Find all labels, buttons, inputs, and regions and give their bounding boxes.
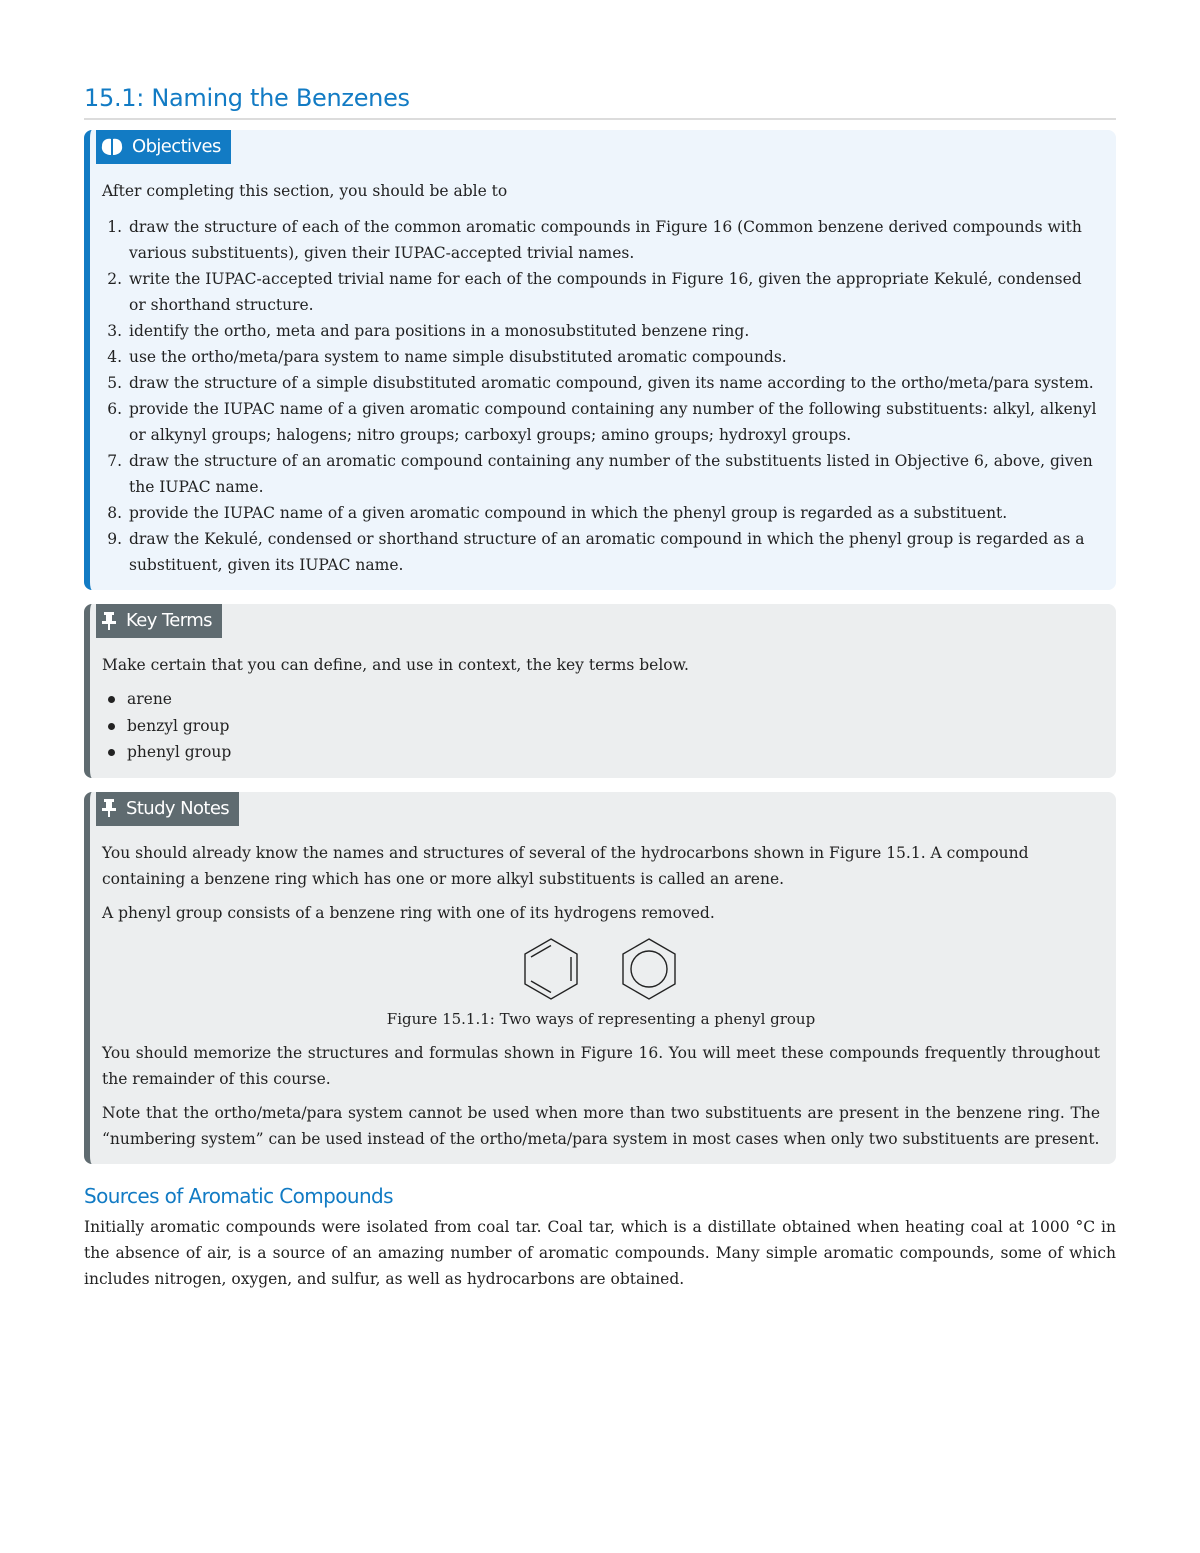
objective-item: 2. write the IUPAC-accepted trivial name for each of the compounds in Figure 16, given the appropriate Kekulé, condensed or shorthand structure. (127, 266, 1100, 318)
objective-item: 7. draw the structure of an aromatic compound containing any number of the substituents listed in Objective 6, above, given the IUPAC name. (127, 448, 1100, 500)
key-term-text: phenyl group (127, 743, 232, 761)
pushpin-icon (100, 611, 118, 631)
key-terms-tab (96, 604, 222, 638)
phenyl-figure (102, 936, 1100, 1030)
brain-icon (100, 137, 124, 157)
objective-item: 1. draw the structure of each of the common aromatic compounds in Figure 16 (Common benzene derived compounds with various substituents), given their IUPAC-accepted trivial names. (127, 214, 1100, 266)
key-terms-box (84, 604, 1116, 778)
objective-item: 3. identify the ortho, meta and para positions in a monosubstituted benzene ring. (127, 318, 1100, 344)
study-notes-paragraph-1: You should already know the names and structures of several of the hydrocarbons shown in Figure 15.1. A compound containing a benzene ring which has one or more alkyl substituents is called an arene. (102, 843, 1029, 888)
objective-item: 5. draw the structure of a simple disubstituted aromatic compound, given its name according to the ortho/meta/para system. (127, 370, 1100, 396)
study-notes-paragraph-2: A phenyl group consists of a benzene ring with one of its hydrogens removed. (102, 903, 715, 922)
phenyl-structures-image (511, 936, 691, 1002)
objective-item: 8. provide the IUPAC name of a given aromatic compound in which the phenyl group is regarded as a substituent. (127, 500, 1100, 526)
study-notes-tab (96, 792, 239, 826)
key-term-item (127, 713, 1100, 740)
section-heading: Sources of Aromatic Compounds (84, 1183, 393, 1208)
study-notes-paragraph-3: You should memorize the structures and formulas shown in Figure 16. You will meet these compounds frequently throughout the remainder of this course. (102, 1043, 1100, 1088)
key-term-text: benzyl group (127, 716, 230, 735)
objectives-tab (96, 130, 231, 164)
key-terms-tab-label: Key Terms (126, 610, 212, 631)
objectives-box (84, 130, 1116, 590)
figure-caption: Figure 15.1.1: Two ways of representing a phenyl group (386, 1009, 816, 1028)
kekule-phenyl-ring (525, 939, 577, 999)
circle-phenyl-ring (623, 939, 675, 999)
study-notes-tab-label: Study Notes (126, 797, 230, 819)
objective-item: 9. draw the Kekulé, condensed or shorthand structure of an aromatic compound in which the phenyl group is regarded as a substituent, given its IUPAC name. (127, 526, 1100, 578)
key-terms-intro: Make certain that you can define, and use in context, the key terms below. (102, 656, 689, 674)
key-term-item (127, 739, 1100, 766)
objectives-tab-label: Objectives (132, 136, 221, 157)
study-notes-box (84, 792, 1116, 1164)
sources-paragraph: Initially aromatic compounds were isolated from coal tar. Coal tar, which is a distillate obtained when heating coal at 1000 °C in the absence of air, is a source of an amazing number of aromatic compounds. Many simple aromatic compounds, some of which includes nitrogen, oxygen, and sulfur, as well as hydrocarbons are obtained. (84, 1217, 1116, 1288)
objective-item: 6. provide the IUPAC name of a given aromatic compound containing any number of the following substituents: alkyl, alkenyl or alkynyl groups; halogens; nitro groups; carboxyl groups; amino groups; hydroxyl groups. (127, 396, 1100, 448)
key-terms-list (102, 686, 1100, 766)
pushpin-icon (100, 798, 118, 818)
objectives-list (102, 214, 1100, 578)
key-term-item (127, 686, 1100, 713)
page-content (84, 84, 1116, 1292)
study-notes-paragraph-4: Note that the ortho/meta/para system cannot be used when more than two substituents are present in the benzene ring. The “numbering system” can be used instead of the ortho/meta/para system in most cases when only two substituents are present. (102, 1103, 1100, 1148)
key-term-text: arene (127, 690, 172, 708)
objective-item: 4. use the ortho/meta/para system to name simple disubstituted aromatic compounds. (127, 344, 1100, 370)
objectives-intro: After completing this section, you should be able to (102, 182, 508, 200)
page-title: 15.1: Naming the Benzenes (84, 84, 1116, 120)
